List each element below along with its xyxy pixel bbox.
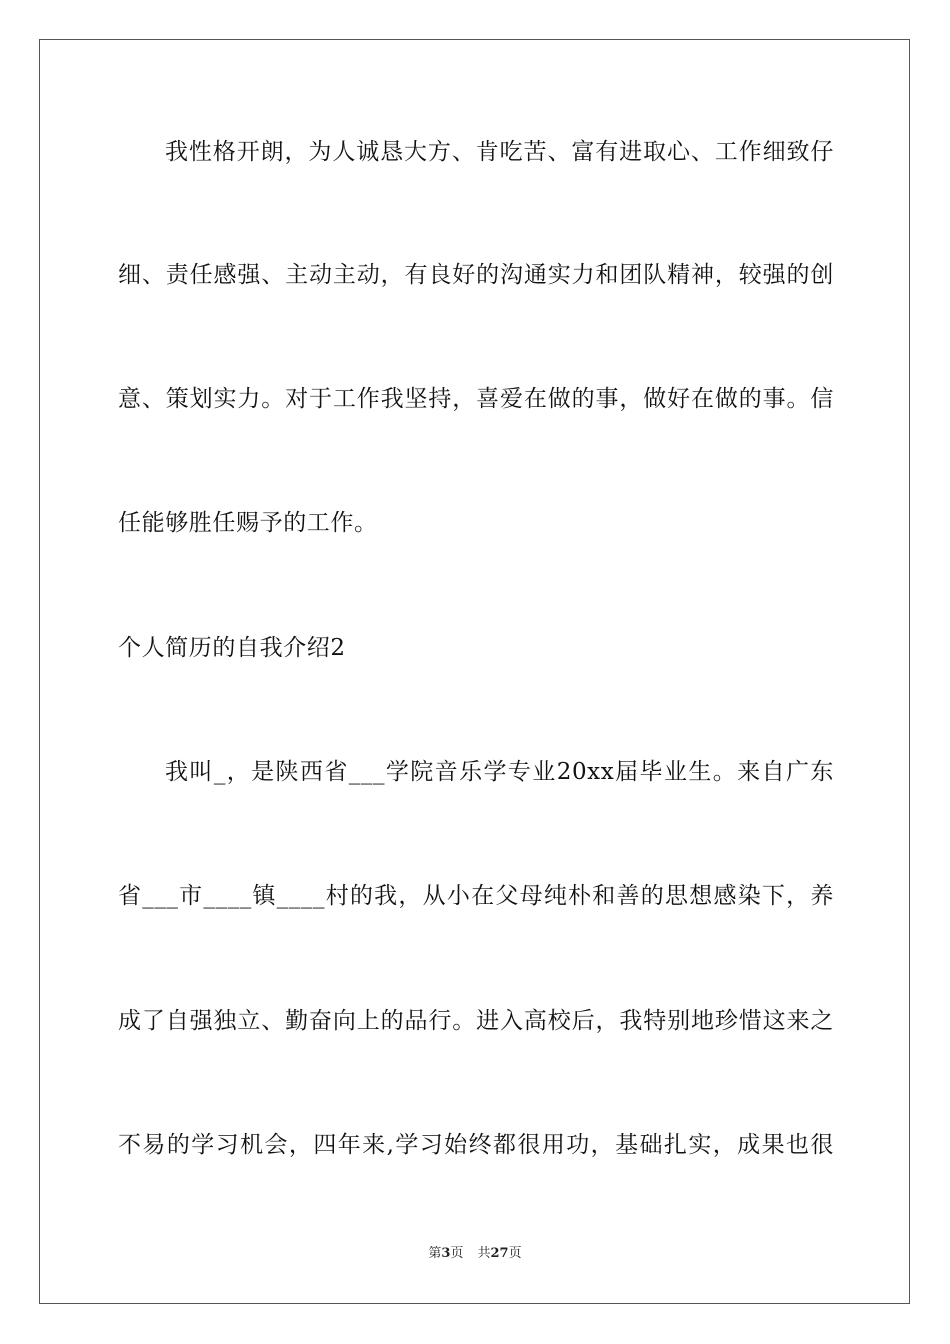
paragraph-2-line-1: 我叫_，是陕西省___学院音乐学专业20xx届毕业生。来自广东 <box>165 759 834 785</box>
section-heading: 个人简历的自我介绍2 <box>118 635 346 661</box>
footer-page-prefix: 第 <box>428 1246 442 1261</box>
footer-page-number: 3 <box>441 1246 451 1261</box>
footer-total-pages: 27 <box>490 1246 509 1261</box>
paragraph-2-line-4: 不易的学习机会，四年来,学习始终都很用功，基础扎实，成果也很 <box>118 1132 834 1158</box>
paragraph-1-line-4: 任能够胜任赐予的工作。 <box>118 510 378 536</box>
page-footer <box>0 1245 950 1263</box>
footer-page-suffix: 页 <box>450 1246 464 1261</box>
paragraph-1-line-1: 我性格开朗，为人诚恳大方、肯吃苦、富有进取心、工作细致仔 <box>165 139 834 165</box>
page-border <box>39 39 910 1304</box>
paragraph-2-line-2: 省___市____镇____村的我，从小在父母纯朴和善的思想感染下，养 <box>118 883 834 909</box>
paragraph-2-line-3: 成了自强独立、勤奋向上的品行。进入高校后，我特别地珍惜这来之 <box>118 1008 834 1034</box>
paragraph-1-line-3: 意、策划实力。对于工作我坚持，喜爱在做的事，做好在做的事。信 <box>118 386 834 412</box>
footer-total-suffix: 页 <box>508 1246 522 1261</box>
paragraph-1-line-2: 细、责任感强、主动主动，有良好的沟通实力和团队精神，较强的创 <box>118 262 834 288</box>
footer-total-prefix: 共 <box>477 1246 491 1261</box>
